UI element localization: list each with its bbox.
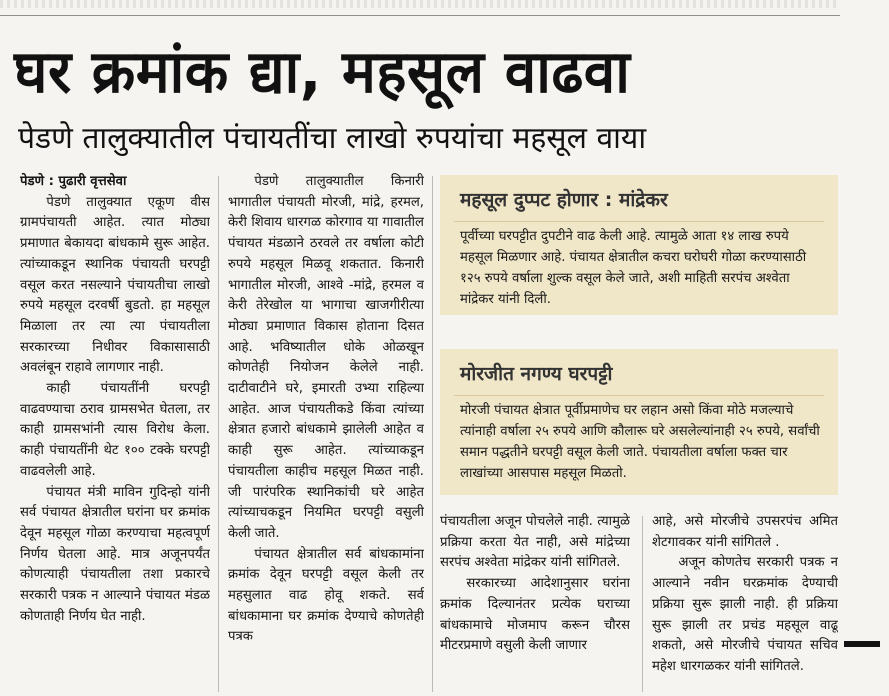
edge-marker [844,641,880,647]
column2-paragraph: पंचायत क्षेत्रातील सर्व बांधकामांना क्रमांक देवून घरपट्टी वसूल केली तर महसुलात वाढ होवू शकते. सर्व बांधकामाना घर क्रमांक देण्याचे कोणतेही पत्रक [228,546,424,645]
column4-paragraph: अजून कोणतेच सरकारी पत्रक न आल्याने नवीन घरक्रमांक देण्याची प्रक्रिया सुरू झाली नाही. ही प्रक्रिया सुरू झाली तर प्रचंड महसूल वाढू शकतो, असे मोरजीचे पंचायत सचिव महेश धारगळकर यांनी सांगितले. [652,555,838,674]
top-rule [0,15,840,16]
article-column-3 [440,512,630,696]
top-dotted-border [0,0,840,8]
article-column-1 [20,172,210,692]
article-column-4 [652,512,838,696]
dateline: पेडणे : पुढारी वृत्तसेवा [20,174,127,189]
subheadline: पेडणे तालुक्यातील पंचायतींचा लाखो रुपयांचा महसूल वाया [18,121,647,156]
sidebar-box-morjim-tax [440,349,838,495]
column1-paragraph: काही पंचायतींनी घरपट्टी वाढवण्याचा ठराव ग्रामसभेत घेतला, तर काही ग्रामसभांनी त्यास विरोध केला. काही पंचायतींनी थेट १०० टक्के घरपट्टी वाढवलेली आहे. [20,381,210,479]
column3-paragraph: पंचायतीला अजून पोचलेले नाही. त्यामुळे प्रक्रिया करता येत नाही, असे मांद्रेच्या सरपंच अश्वेता मांद्रेकर यांनी सांगितले. [440,514,630,571]
box-body: पूर्वीच्या घरपट्टीत दुपटीने वाढ केली आहे. त्यामुळे आता १४ लाख रुपये महसूल मिळणार आहे. पंचायत क्षेत्रातील कचरा घरोघरी गोळा करण्यासाठी १२५ रुपये वर्षाला शुल्क वसूल केले जाते, अशी माहिती सरपंच अश्वेता मांद्रेकर यांनी दिली. [460,229,807,307]
sidebar-box-revenue-double [440,175,838,315]
box-title: मोरजीत नगण्य घरपट्टी [460,363,613,385]
column-divider [218,176,219,692]
column-divider [642,516,643,692]
column-divider [432,176,433,692]
box-divider [454,221,824,222]
column3-paragraph: सरकारच्या आदेशानुसार घरांना क्रमांक दिल्यानंतर प्रत्येक घराच्या बांधकामाचे मोजमाप करून चौरस मीटरप्रमाणे वसुली केली जाणार [440,576,630,654]
column4-paragraph: आहे, असे मोरजीचे उपसरपंच अमित शेटगावकर यांनी सांगितले . [652,514,838,550]
column1-paragraph: पंचायत मंत्री माविन गुदिन्हो यांनी सर्व पंचायत क्षेत्रातील घरांना घर क्रमांक देवून महसूल गोळा करण्याचा महत्वपूर्ण निर्णय घेतला आहे. मात्र अजूनपर्यंत कोणत्याही पंचायतीला तशा प्रकारचे सरकारी पत्रक न आल्याने पंचायत मंडळ कोणताही निर्णय घेत नाही. [20,484,210,624]
box-title: महसूल दुप्पट होणार : मांद्रेकर [460,189,668,211]
box-body: मोरजी पंचायत क्षेत्रात पूर्वीप्रमाणेच घर लहान असो किंवा मोठे मजल्याचे त्यांनाही वर्षाला २५ रुपये आणि कौलारू घरे असलेल्यांनाही २५ रुपये, सर्वांची समान पद्धतीने घरपट्टी वसूल केली जाते. पंचायतीला वर्षाला फक्त चार लाखांच्या आसपास महसूल मिळतो. [460,403,820,481]
headline: घर क्रमांक द्या, महसूल वाढवा [14,37,631,106]
box-divider [454,395,824,396]
column2-paragraph: पेडणे तालुक्यातील किनारी भागातील पंचायती मोरजी, मांद्रे, हरमल, केरी शिवाय धारगळ कोरगाव या गावातील पंचायत मंडळाने ठरवले तर वर्षाला कोटी रुपये महसूल मिळवू शकतात. किनारी भागातील मोरजी, आश्वे -मांद्रे, हरमल व केरी तेरेखोल या भागाचा खाजगीरीत्या मोठ्या प्रमाणात विकास होताना दिसत आहे. भविष्यातील धोके ओळखून कोणतेही नियोजन केलेले नाही. दाटीवाटीने घरे, इमारती उभ्या राहिल्या आहेत. आज पंचायतीकडे किंवा त्यांच्या क्षेत्रात हजारो बांधकामे झालेली आहेत व काही सुरू आहेत. त्यांच्याकडून पंचायतीला काहीच महसूल मिळत नाही. जी पारंपरिक स्थानिकांची घरे आहेत त्यांच्याचकडून नियमित घरपट्टी वसुली केली जाते. [228,174,424,541]
column1-paragraph: पेडणे तालुक्यात एकूण वीस ग्रामपंचायती आहेत. त्यात मोठ्या प्रमाणात बेकायदा बांधकामे सुरू आहेत. त्यांच्याकडून स्थानिक पंचायती घरपट्टी वसूल करत नसल्याने पंचायतीचा लाखो रुपये महसूल दरवर्षी बुडतो. हा महसूल मिळाला तर त्या त्या पंचायतीला सरकारच्या निधीवर विकासासाठी अवलंबून राहावे लागणार नाही. [20,194,210,376]
article-column-2 [228,172,424,696]
